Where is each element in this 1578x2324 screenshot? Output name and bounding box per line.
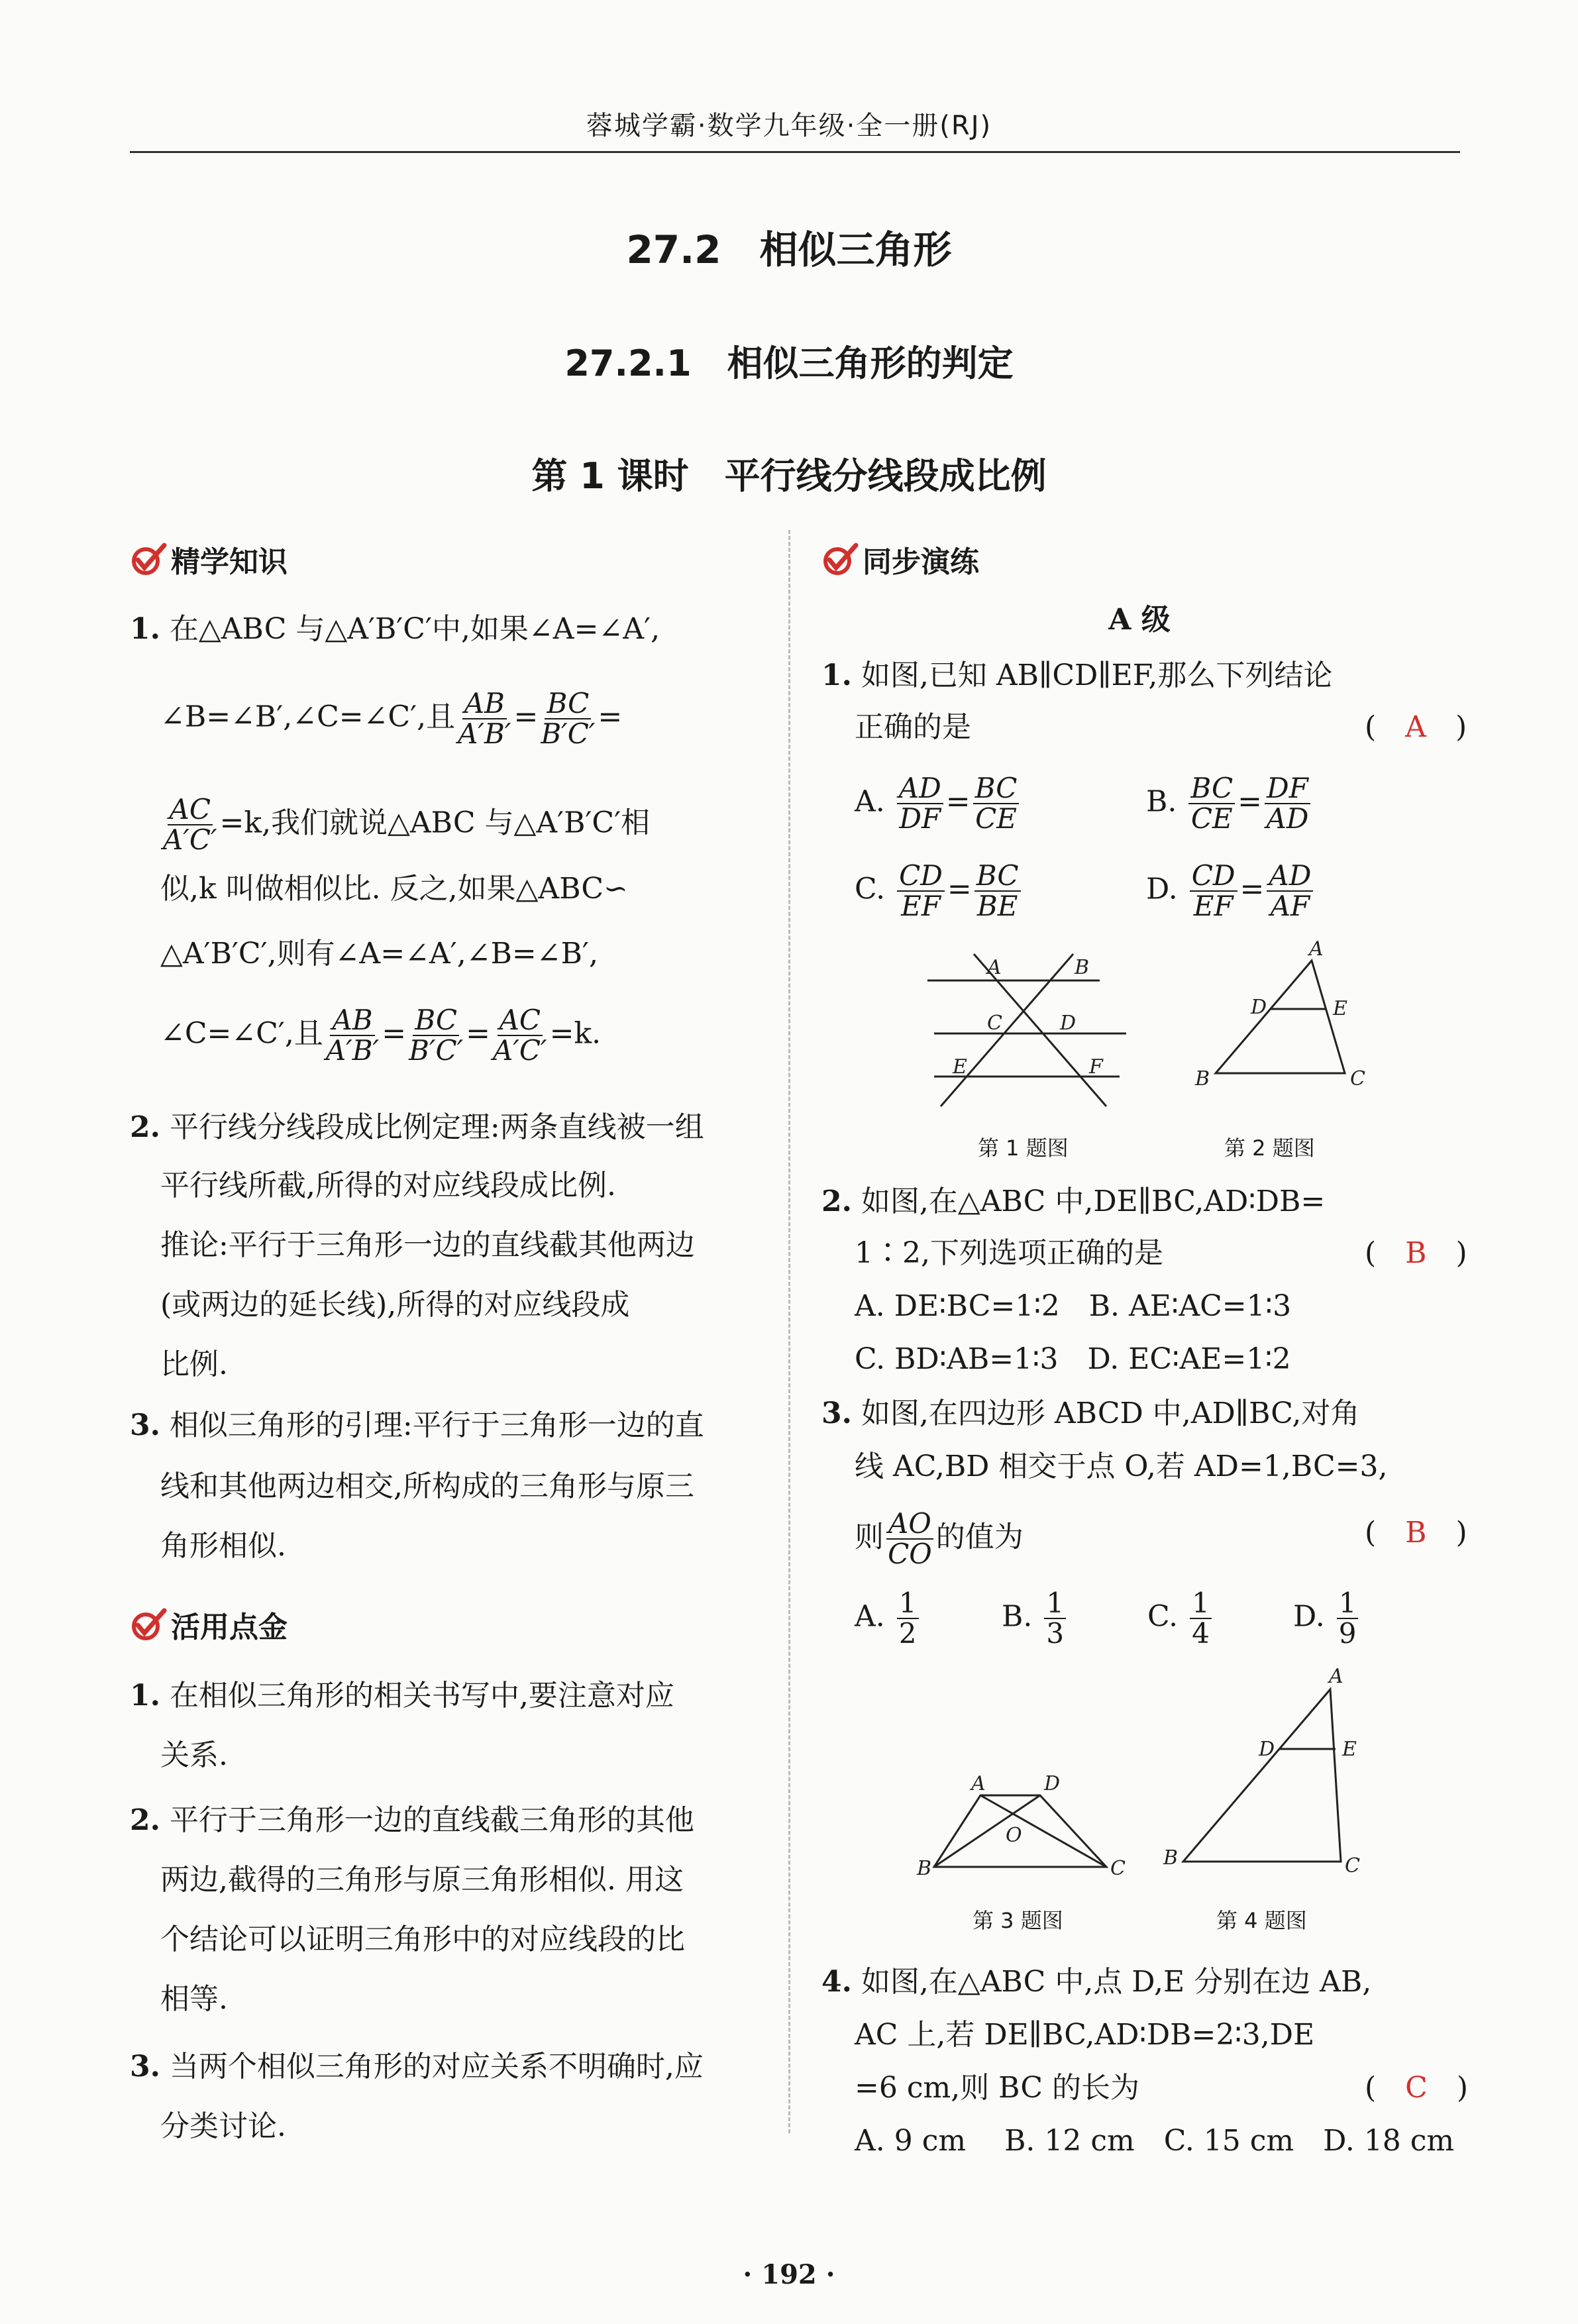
svg-text:C: C [1110, 1857, 1126, 1880]
question-4-line2: AC 上,若 DE∥BC,AD∶DB=2∶3,DE [855, 2018, 1315, 2052]
knowledge-1-line5: △A′B′C′,则有∠A=∠A′,∠B=∠B′, [160, 937, 598, 971]
knowledge-3: 3. 相似三角形的引理:平行于三角形一边的直 [130, 1408, 704, 1442]
svg-text:B: B [1075, 956, 1090, 979]
tip-2: 2. 平行于三角形一边的直线截三角形的其他 [130, 1803, 694, 1837]
svg-text:A: A [971, 1772, 986, 1795]
knowledge-1-line2: ∠B=∠B′,∠C=∠C′,且 $\frac{AB}{A'B'}$ = $\frac{BC}{B'C'}$ = [160, 687, 623, 751]
svg-text:C: C [1345, 1854, 1360, 1877]
svg-text:B: B [917, 1857, 932, 1880]
knowledge-1-line3: $\frac{AC}{A'C'}$ =k,我们就说△ABC 与△A′B′C′相 [163, 793, 651, 857]
knowledge-2-line3: 推论:平行于三角形一边的直线截其他两边 [160, 1228, 695, 1262]
knowledge-2-line2: 平行线所截,所得的对应线段成比例. [160, 1169, 616, 1202]
knowledge-2-line4: (或两边的延长线),所得的对应线段成 [160, 1288, 630, 1322]
figure-3-caption: 第 3 题图 [973, 1908, 1063, 1933]
answer-1: ( A ) [1365, 710, 1467, 744]
tips-heading: 活用点金 [130, 1603, 288, 1646]
running-header: 蓉城学霸·数学九年级·全一册(RJ) [586, 111, 992, 141]
tip-3: 3. 当两个相似三角形的对应关系不明确时,应 [130, 2050, 704, 2084]
column-divider [788, 530, 790, 2133]
q1-option-c: C. $\frac{CD}{EF}$ = $\frac{BC}{BE}$ [855, 861, 1024, 921]
question-4: 4. 如图,在△ABC 中,点 D,E 分别在边 AB, [821, 1965, 1372, 1999]
knowledge-1: 1. 在△ABC 与△A′B′C′中,如果∠A=∠A′, [130, 612, 660, 646]
knowledge-1-line6: ∠C=∠C′,且 $\frac{AB}{A'B'}$ = $\frac{BC}{B'C'}$ = $\frac{AC}{A'C'}$ =k. [160, 1004, 602, 1067]
svg-text:C: C [987, 1012, 1002, 1035]
knowledge-1-line4: 似,k 叫做相似比. 反之,如果△ABC∽ [160, 872, 628, 906]
svg-text:A: A [1329, 1665, 1343, 1688]
svg-text:B: B [1195, 1067, 1210, 1090]
page-number: · 192 · [743, 2259, 835, 2290]
figure-4-caption: 第 4 题图 [1216, 1908, 1307, 1933]
svg-text:O: O [1006, 1824, 1022, 1847]
question-3-line3: 则 $\frac{AO}{CO}$ 的值为 [855, 1507, 1024, 1571]
question-4-line3: =6 cm,则 BC 的长为 [855, 2071, 1139, 2105]
subsection-title: 27.2.1 相似三角形的判定 [564, 343, 1014, 384]
question-2: 2. 如图,在△ABC 中,DE∥BC,AD∶DB= [821, 1185, 1326, 1218]
figure-4 [1153, 1663, 1378, 1888]
tip-2-line2: 两边,截得的三角形与原三角形相似. 用这 [160, 1863, 684, 1897]
q3-option-d: D. $\frac{1}{9}$ [1293, 1589, 1361, 1648]
svg-text:F: F [1089, 1055, 1103, 1079]
knowledge-2: 2. 平行线分线段成比例定理:两条直线被一组 [130, 1110, 704, 1144]
figure-2 [1179, 941, 1371, 1113]
svg-text:A: A [1309, 941, 1324, 961]
svg-text:D: D [1259, 1738, 1275, 1761]
question-2-line2: 1∶2,下列选项正确的是 [855, 1236, 1163, 1270]
q3-option-b: B. $\frac{1}{3}$ [1002, 1589, 1069, 1648]
lesson-title: 第 1 课时 平行线分线段成比例 [531, 455, 1047, 497]
question-1: 1. 如图,已知 AB∥CD∥EF,那么下列结论 [821, 659, 1333, 692]
knowledge-heading: 精学知识 [130, 538, 288, 580]
header-rule [130, 151, 1460, 153]
figure-1 [921, 941, 1133, 1113]
svg-text:E: E [953, 1055, 967, 1079]
check-badge-icon [821, 541, 860, 577]
svg-text:D: D [1060, 1012, 1077, 1035]
q2-options-ab: A. DE∶BC=1∶2 B. AE∶AC=1∶3 [855, 1289, 1292, 1323]
q3-option-a: A. $\frac{1}{2}$ [855, 1589, 921, 1648]
q1-option-b: B. $\frac{BC}{CE}$ = $\frac{DF}{AD}$ [1146, 774, 1313, 833]
svg-text:A: A [987, 956, 1002, 979]
question-3-line2: 线 AC,BD 相交于点 O,若 AD=1,BC=3, [855, 1450, 1388, 1483]
svg-text:C: C [1350, 1067, 1365, 1090]
tip-1: 1. 在相似三角形的相关书写中,要注意对应 [130, 1679, 674, 1713]
svg-text:B: B [1163, 1846, 1179, 1870]
answer-3: ( B ) [1365, 1516, 1467, 1550]
question-1-line2: 正确的是 [855, 710, 971, 744]
figure-3 [908, 1762, 1133, 1888]
level-label: A 级 [1108, 603, 1171, 637]
answer-4: ( C ) [1365, 2071, 1469, 2105]
tip-2-line3: 个结论可以证明三角形中的对应线段的比 [160, 1923, 685, 1956]
q3-option-c: C. $\frac{1}{4}$ [1147, 1589, 1214, 1648]
tip-2-line4: 相等. [160, 1982, 228, 2016]
svg-text:D: D [1251, 996, 1267, 1019]
tip-3-line2: 分类讨论. [160, 2109, 286, 2143]
knowledge-2-line5: 比例. [160, 1347, 228, 1381]
svg-text:E: E [1333, 997, 1347, 1020]
svg-text:D: D [1044, 1772, 1061, 1795]
q1-option-d: D. $\frac{CD}{EF}$ = $\frac{AD}{AF}$ [1146, 861, 1316, 921]
knowledge-3-line2: 线和其他两边相交,所构成的三角形与原三 [160, 1469, 694, 1503]
tip-1-line2: 关系. [160, 1738, 228, 1772]
check-badge-icon [130, 1607, 168, 1642]
figure-2-caption: 第 2 题图 [1224, 1136, 1315, 1161]
practice-heading: 同步演练 [821, 538, 979, 580]
answer-2: ( B ) [1365, 1236, 1467, 1270]
knowledge-3-line3: 角形相似. [160, 1529, 286, 1563]
q4-options: A. 9 cm B. 12 cm C. 15 cm D. 18 cm [855, 2124, 1455, 2158]
svg-text:E: E [1342, 1738, 1357, 1761]
q1-option-a: A. $\frac{AD}{DF}$ = $\frac{BC}{CE}$ [855, 774, 1022, 833]
section-title: 27.2 相似三角形 [626, 227, 952, 272]
figure-1-caption: 第 1 题图 [978, 1136, 1069, 1161]
q2-options-cd: C. BD∶AB=1∶3 D. EC∶AE=1∶2 [855, 1342, 1291, 1376]
check-badge-icon [130, 541, 168, 577]
question-3: 3. 如图,在四边形 ABCD 中,AD∥BC,对角 [821, 1397, 1360, 1430]
